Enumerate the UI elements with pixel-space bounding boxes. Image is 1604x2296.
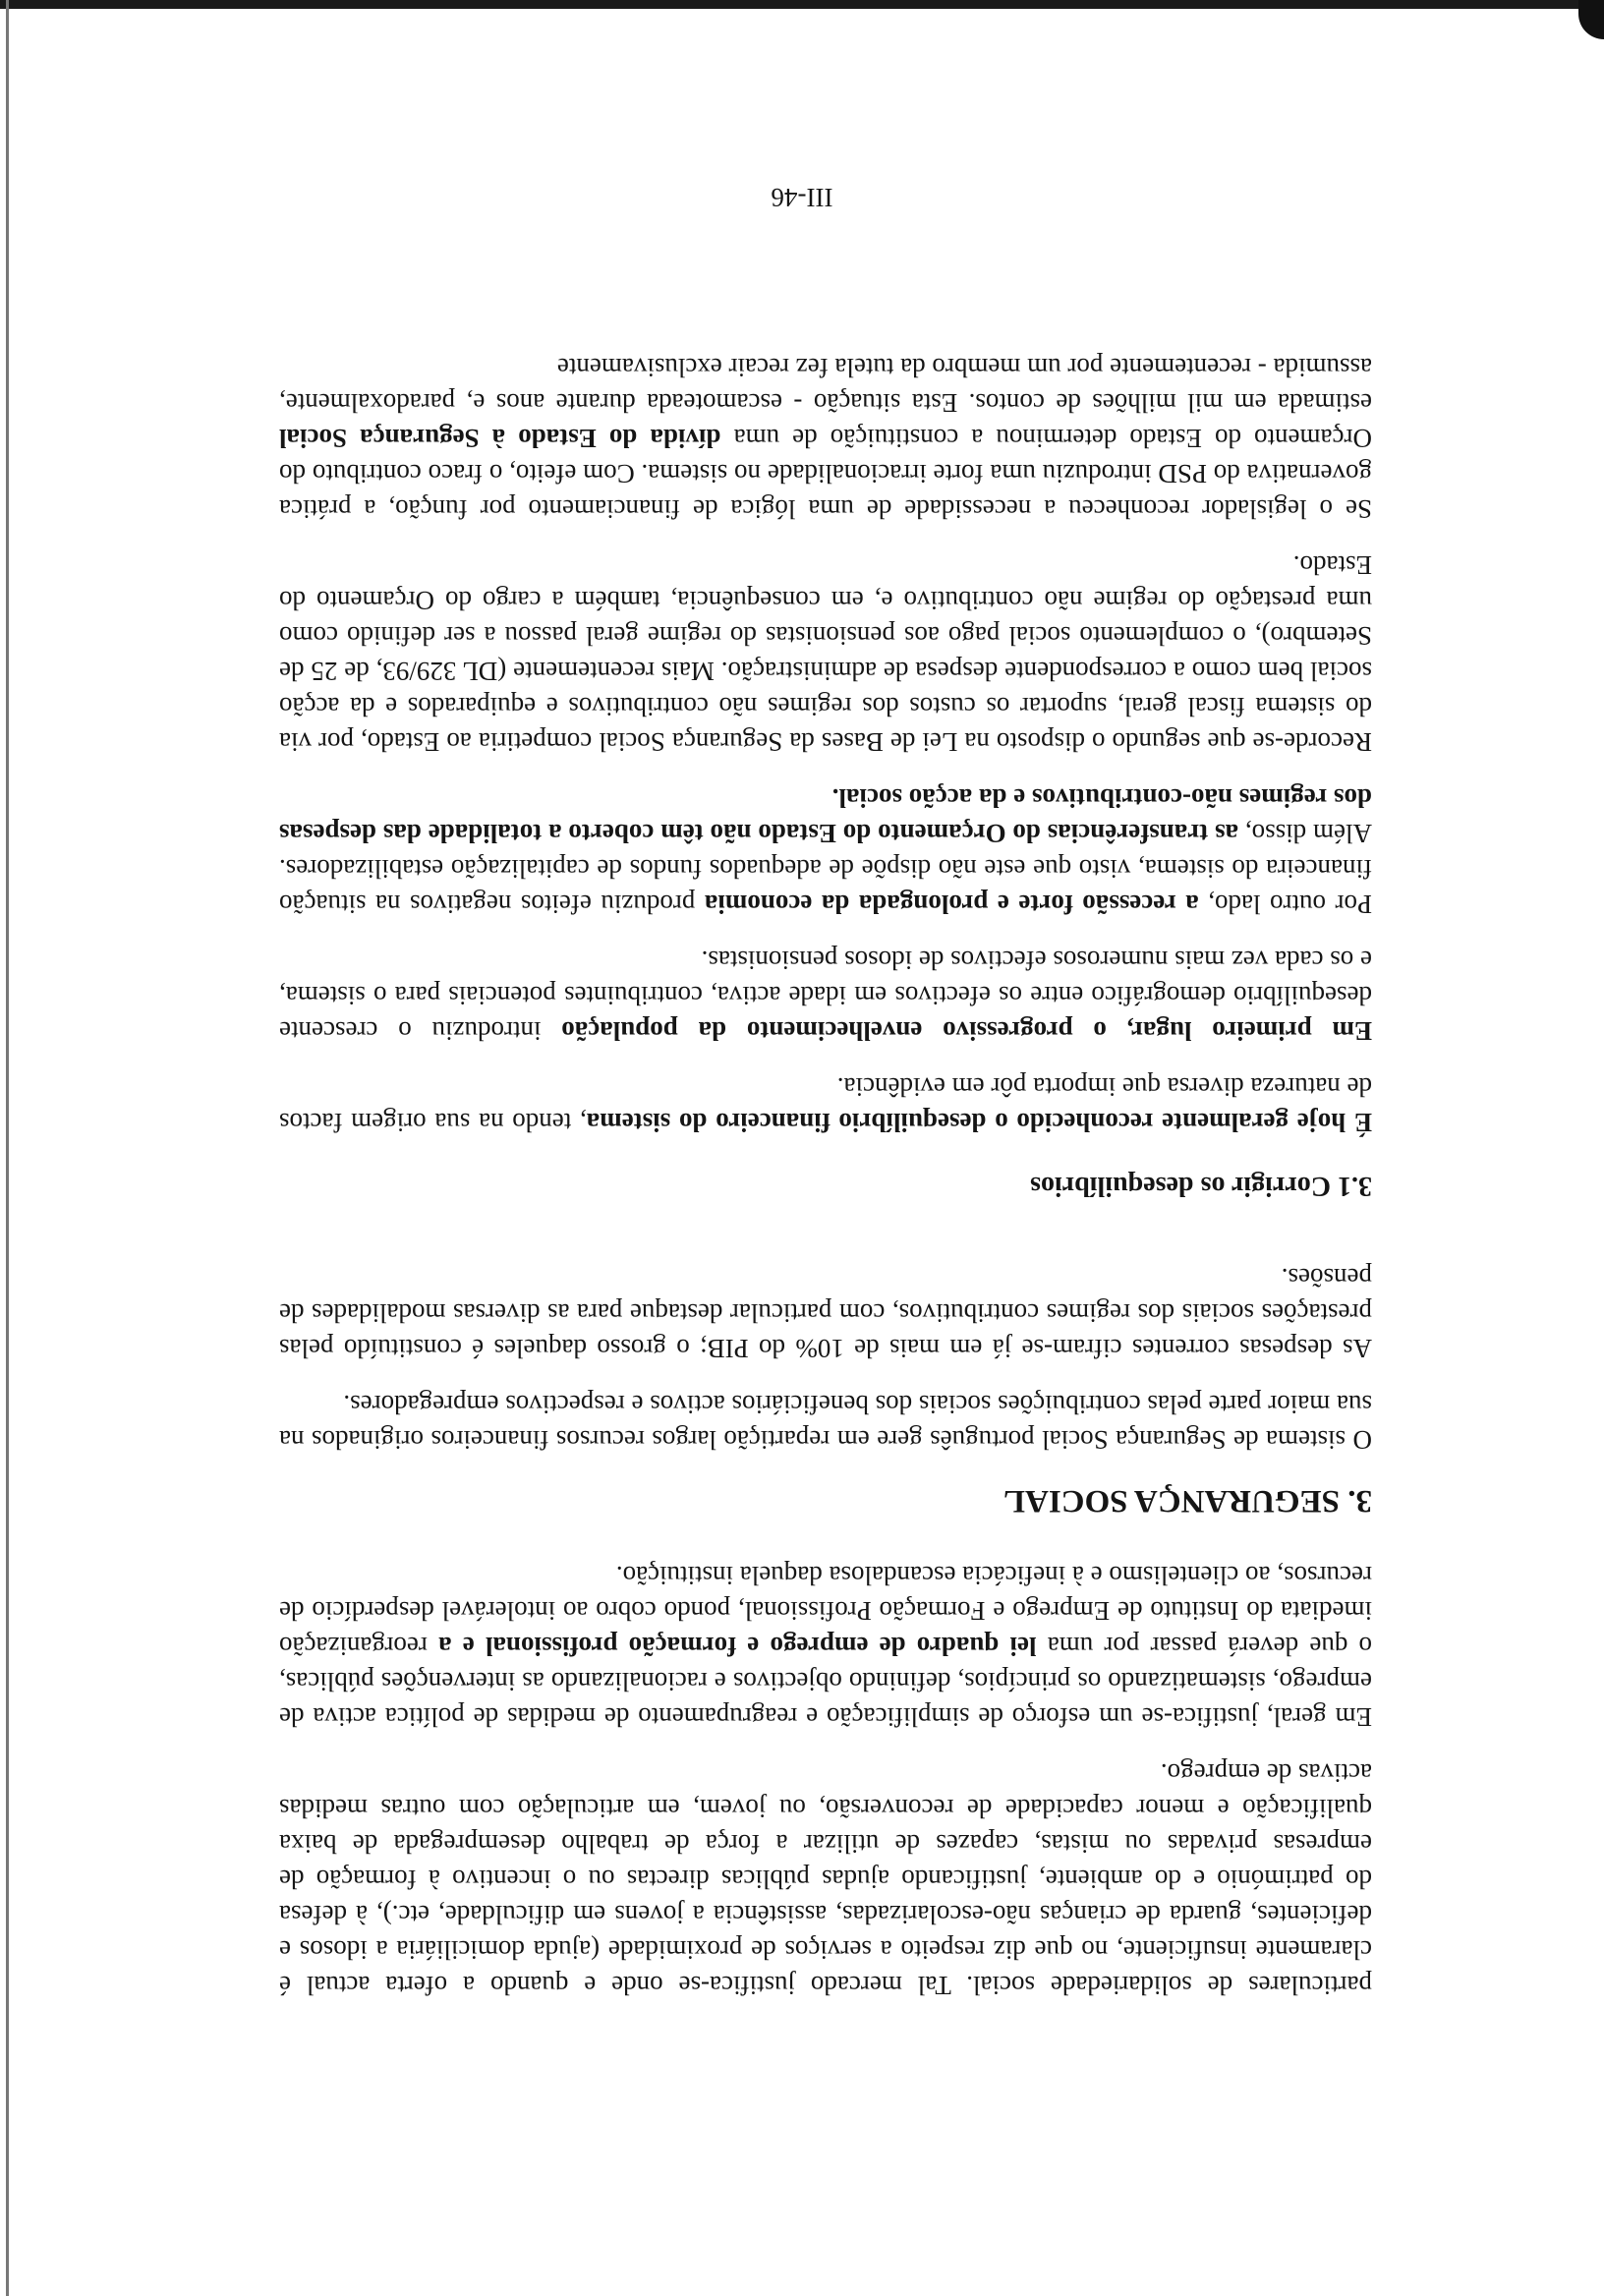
paragraph	[279, 350, 1372, 527]
bold-text: as transferências do Orçamento do Estado não têm coberto a totalidade das despesas dos regimes não-contributivos e da acção social.	[279, 783, 1372, 848]
body-text	[279, 329, 1372, 2003]
paragraph	[279, 1069, 1372, 1140]
paragraph	[279, 780, 1372, 922]
text: introduziu o crescente desequilíbrio demográfico entre os efectivos em idade activa, contribuintes potenciais para o sistema, e os cada vez mais numerosos efectivos de idosos pensionistas.	[279, 946, 1372, 1046]
bold-text: a recessão forte e prolongada da economia	[704, 890, 1199, 919]
paragraph	[279, 1755, 1372, 2003]
paragraph	[279, 1558, 1372, 1735]
text: Se o legislador reconheceu a necessidade de uma lógica de financiamento por função, a prática governativa do PSD introduziu uma forte irracionalidade no sistema. Com efeito, o fraco contributo do Orçamento do Estado determinou a constituição de uma	[279, 424, 1372, 524]
paragraph	[279, 1387, 1372, 1458]
bold-text: É hoje geralmente reconhecido o desequilíbrio financeiro do sistema	[586, 1108, 1372, 1137]
text: particulares de solidariedade social. Tal mercado justifica-se onde e quando a oferta actual é claramente insuficiente, no que diz respeito a serviços de proximidade (ajuda domiciliária a idosos e deficientes, guarda de crianças não-escolarizadas, assistência a jovens em dificuldade, etc.), à defesa do património e do ambiente, justificando ajudas públicas directas ou o incentivo à formação de empresas privadas ou mistas, capazes de utilizar a força de trabalho desempregada de baixa qualificação e menor capacidade de reconversão, ou jovem, em articulação com outras medidas activas de emprego.	[279, 1758, 1372, 2000]
page-number: III-46	[771, 183, 833, 212]
paragraph	[279, 547, 1372, 760]
text: O sistema de Segurança Social português gere em repartição largos recursos financeiros originados na sua maior parte pelas contribuições sociais dos beneficiários activos e respectivos empregadores.	[279, 1390, 1372, 1455]
paragraph	[279, 943, 1372, 1049]
bold-text: dívida do Estado à Segurança Social	[278, 424, 721, 453]
subsection-heading: 3.1 Corrigir os desequilíbrios	[1030, 1171, 1372, 1201]
text: Por outro lado,	[1198, 890, 1372, 919]
text: reorganização imediata do Instituto de Emprego e Formação Profissional, pondo cobro ao intolerável desperdício de recursos, ao clientelismo e à ineficácia escandalosa daquela instituição.	[279, 1561, 1372, 1661]
paragraph	[279, 1260, 1372, 1366]
text: estimada em mil milhões de contos. Esta situação - escamoteada durante anos e, paradoxalmente, assumida - recentemente por um membro da tutela fez recair exclusivamente	[279, 353, 1372, 418]
text: Em geral, justifica-se um esforço de simplificação e reagrupamento de medidas de política activa de emprego, sistematizando os princípios, definindo objectivos e racionalizando as intervenções públicas, o que deverá passar por uma	[279, 1632, 1372, 1732]
section-heading: 3. SEGURANÇA SOCIAL	[1003, 1483, 1372, 1519]
text: produziu efeitos negativos na situação financeira do sistema, visto que este não dispõe de adequados fundos de capitalização estabilizadores. Além disso,	[278, 819, 1372, 919]
text: , tendo na sua origem factos de natureza diversa que importa pôr em evidência.	[278, 1072, 1372, 1137]
bold-text: Em primeiro lugar, o progressivo envelhecimento da população	[561, 1016, 1372, 1046]
bold-text: lei quadro de emprego e formação profissional e a	[438, 1632, 1037, 1661]
text: As despesas correntes cifram-se já em mais de 10% do PIB; o grosso daqueles é constituído pelas prestações sociais dos regimes contributivos, com particular destaque para as diversas modalidades de pensões.	[279, 1263, 1372, 1363]
text: Recorde-se que segundo o disposto na Lei de Bases da Segurança Social competiria ao Estado, por via do sistema fiscal geral, suportar os custos dos regimes não contributivos e equiparados e da acção social bem como a correspondente despesa de administração. Mais recentemente (DL 329/93, de 25 de Setembro), o complemento social pago aos pensionistas do regime geral passou a ser definido como uma prestação do regime não contributivo e, em consequência, também a cargo do Orçamento do Estado.	[279, 550, 1372, 757]
